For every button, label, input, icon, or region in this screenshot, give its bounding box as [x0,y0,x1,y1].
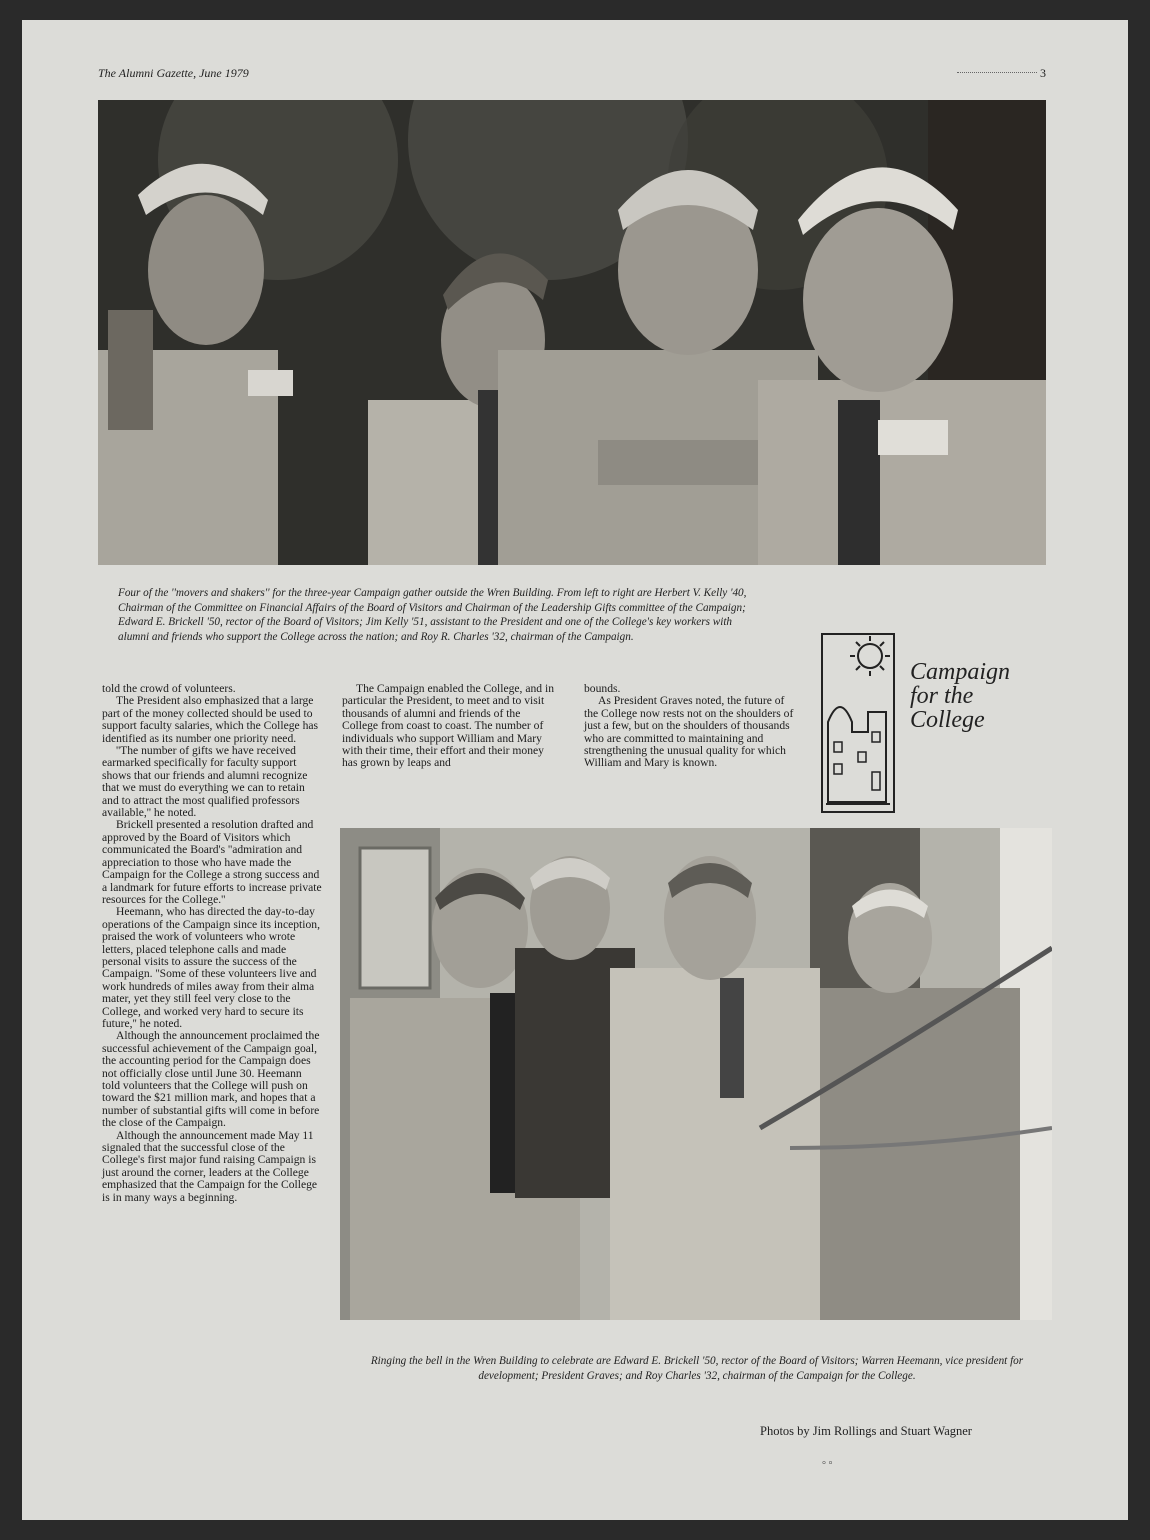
photo-credits: Photos by Jim Rollings and Stuart Wagner [760,1424,972,1438]
col1-paragraph: Although the announcement made May 11 signaled that the successful close of the College's first major fund raising Campaign is just around the corner, leaders at the College emphasized that the Campaign for the College is in many ways a beginning. [102,1128,318,1204]
col1-paragraph: The President also emphasized that a large part of the money collected should be used to support faculty salaries, which the College has identified as its number one priority need. [102,694,319,745]
campaign-logo-wren-building-icon [820,632,896,814]
photo-four-men-outside-wren-building [98,100,1046,565]
page-number: 3 [1040,66,1046,80]
col2-paragraph: The Campaign enabled the College, and in particular the President, to meet and to visit thousands of alumni and friends of the College from coast to coast. The number of individuals who support William and Mary with their time, their effort and their money has grown by leaps and [342,682,554,770]
col1-paragraph: ''The number of gifts we have received earmarked specifically for faculty support shows that our friends and alumni recognize that we must do everything we can to retain and to attract the most qualified professors available,'' he noted. [102,744,308,820]
photo-ringing-the-bell [340,828,1052,1320]
article-column-2 [342,683,558,770]
logo-line-2: for the [910,683,974,709]
photo1-caption: Four of the ''movers and shakers'' for the three-year Campaign gather outside the Wren Building. From left to right are Herbert V. Kelly '40, Chairman of the Committee on Financial Affairs of the Board of Visitors and Chairman of the Leadership Gifts committee of the Campaign; Edward E. Brickell '50, rector of the Board of Visitors; Jim Kelly '51, assistant to the President and one of the College's key workers with alumni and friends who support the College across the nation; and Roy R. Charles '32, chairman of the Campaign. [118,587,747,643]
article-column-3 [584,683,798,770]
header-rule [957,72,1037,73]
col1-paragraph: Brickell presented a resolution drafted and approved by the Board of Visitors which communicated the Board's ''admiration and appreciation to those who have made the Campaign for the College a strong success and a landmark for future efforts to increase private resources for the College.'' [102,818,322,906]
col1-paragraph: Although the announcement proclaimed the successful achievement of the Campaign goal, the accounting period for the Campaign does not officially close until June 30. Heemann told volunteers that the College will push on toward the $21 million mark, and hopes that a number of substantial gifts will come in before the close of the Campaign. [102,1029,320,1130]
newspaper-page [22,20,1128,1520]
col1-paragraph: told the crowd of volunteers. [102,682,236,695]
publication-header: The Alumni Gazette, June 1979 [98,66,249,80]
scan-mark: ° ° [822,1460,833,1471]
article-column-1 [102,683,322,1204]
campaign-logo-title [910,660,1010,732]
photo2-caption: Ringing the bell in the Wren Building to celebrate are Edward E. Brickell '50, rector of the Board of Visitors; Warren Heemann, vice president for development; President Graves; and Roy Charles '32, chairman of the Campaign for the College. [370,1355,1024,1382]
logo-line-3: College [910,707,985,733]
photo1-illustration [98,100,1046,565]
col1-paragraph: Heemann, who has directed the day-to-day operations of the Campaign since its inception, praised the work of volunteers who wrote letters, placed telephone calls and made personal visits to assure the success of the Campaign. ''Some of these volunteers live and work hundreds of miles away from their alma mater, yet they still feel very close to the College, and worked very hard to secure its future,'' he noted. [102,905,320,1030]
logo-line-1: Campaign [910,659,1011,685]
col3-paragraph: As President Graves noted, the future of the College now rests not on the shoulders of just a few, but on the shoulders of thousands who are committed to maintaining and strengthening the unusual quality for which William and Mary is known. [584,694,794,770]
photo2-illustration [340,828,1052,1320]
col3-paragraph: bounds. [584,682,621,695]
